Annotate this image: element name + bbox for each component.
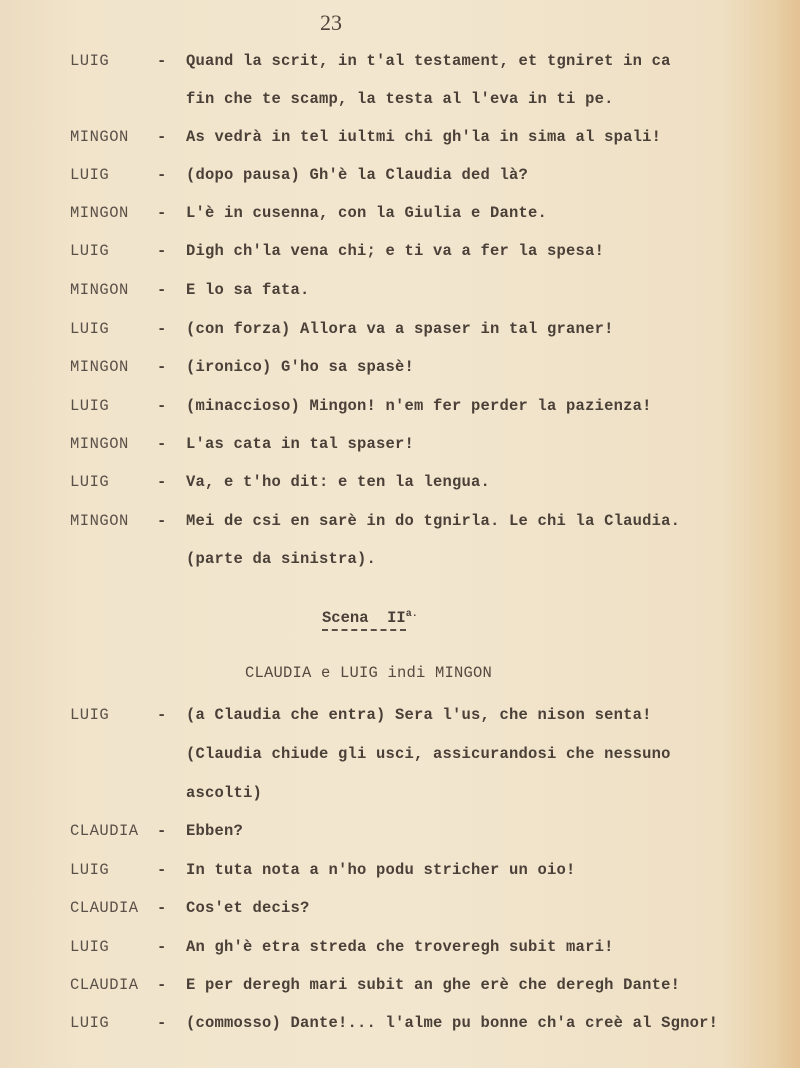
dialogue-line bbox=[0, 204, 800, 228]
speaker-name: LUIG bbox=[70, 706, 110, 724]
scene-superscript: a. bbox=[405, 609, 418, 620]
dialogue-text: ascolti) bbox=[186, 784, 263, 802]
dialogue-line bbox=[0, 435, 800, 459]
speaker-name: LUIG bbox=[70, 938, 110, 956]
dialogue-text: In tuta nota a n'ho podu stricher un oio! bbox=[186, 861, 576, 879]
dash: - bbox=[157, 473, 167, 491]
dialogue-text: Ebben? bbox=[186, 822, 244, 840]
dialogue-text: (dopo pausa) Gh'è la Claudia ded là? bbox=[186, 166, 529, 184]
dialogue-text: (minaccioso) Mingon! n'em fer perder la pazienza! bbox=[186, 397, 652, 415]
scene-heading bbox=[322, 609, 418, 627]
dash: - bbox=[157, 358, 167, 376]
stage-direction bbox=[0, 784, 800, 808]
dialogue-line bbox=[0, 358, 800, 382]
dialogue-line bbox=[0, 281, 800, 305]
dash: - bbox=[157, 435, 167, 453]
dash: - bbox=[157, 242, 167, 260]
dialogue-text: E lo sa fata. bbox=[186, 281, 310, 299]
speaker-name: MINGON bbox=[70, 512, 129, 530]
scene-underline bbox=[322, 629, 406, 631]
dialogue-line bbox=[0, 242, 800, 266]
dialogue-text: (ironico) G'ho sa spasè! bbox=[186, 358, 415, 376]
dialogue-text: Cos'et decis? bbox=[186, 899, 310, 917]
dialogue-line bbox=[0, 861, 800, 885]
speaker-name: CLAUDIA bbox=[70, 822, 139, 840]
dialogue-text: Va, e t'ho dit: e ten la lengua. bbox=[186, 473, 491, 491]
dialogue-text: L'è in cusenna, con la Giulia e Dante. bbox=[186, 204, 548, 222]
speaker-name: LUIG bbox=[70, 397, 110, 415]
dialogue-text: L'as cata in tal spaser! bbox=[186, 435, 415, 453]
dash: - bbox=[157, 899, 167, 917]
dialogue-text: Quand la scrit, in t'al testament, et tgniret in ca bbox=[186, 52, 671, 70]
dialogue-text: Mei de csi en sarè in do tgnirla. Le chi la Claudia. bbox=[186, 512, 681, 530]
dialogue-line bbox=[0, 166, 800, 190]
scene-characters: CLAUDIA e LUIG indi MINGON bbox=[245, 664, 493, 682]
dash: - bbox=[157, 204, 167, 222]
dialogue-line bbox=[0, 397, 800, 421]
dialogue-continuation bbox=[0, 550, 800, 574]
dialogue-text: (Claudia chiude gli usci, assicurandosi che nessuno bbox=[186, 745, 671, 763]
dialogue-text: An gh'è etra streda che troveregh subit mari! bbox=[186, 938, 614, 956]
dialogue-line bbox=[0, 1014, 800, 1038]
dialogue-text: (con forza) Allora va a spaser in tal graner! bbox=[186, 320, 614, 338]
dialogue-line bbox=[0, 706, 800, 730]
dialogue-line bbox=[0, 52, 800, 76]
dash: - bbox=[157, 1014, 167, 1032]
speaker-name: MINGON bbox=[70, 128, 129, 146]
speaker-name: CLAUDIA bbox=[70, 976, 139, 994]
dash: - bbox=[157, 976, 167, 994]
dialogue-text: (a Claudia che entra) Sera l'us, che nison senta! bbox=[186, 706, 652, 724]
dialogue-text: E per deregh mari subit an ghe erè che deregh Dante! bbox=[186, 976, 681, 994]
speaker-name: LUIG bbox=[70, 242, 110, 260]
scene-title: Scena II bbox=[322, 609, 406, 628]
dash: - bbox=[157, 166, 167, 184]
speaker-name: MINGON bbox=[70, 281, 129, 299]
dash: - bbox=[157, 128, 167, 146]
dash: - bbox=[157, 52, 167, 70]
dash: - bbox=[157, 938, 167, 956]
page-number: 23 bbox=[320, 10, 342, 35]
dialogue-continuation bbox=[0, 90, 800, 114]
dialogue-text: fin che te scamp, la testa al l'eva in ti pe. bbox=[186, 90, 614, 108]
dash: - bbox=[157, 397, 167, 415]
dialogue-line bbox=[0, 128, 800, 152]
speaker-name: CLAUDIA bbox=[70, 899, 139, 917]
speaker-name: LUIG bbox=[70, 320, 110, 338]
dialogue-line bbox=[0, 976, 800, 1000]
dialogue-line bbox=[0, 320, 800, 344]
dialogue-text: As vedrà in tel iultmi chi gh'la in sima al spali! bbox=[186, 128, 662, 146]
dash: - bbox=[157, 320, 167, 338]
dialogue-line bbox=[0, 512, 800, 536]
speaker-name: MINGON bbox=[70, 204, 129, 222]
dialogue-line bbox=[0, 899, 800, 923]
dash: - bbox=[157, 512, 167, 530]
dash: - bbox=[157, 861, 167, 879]
speaker-name: MINGON bbox=[70, 435, 129, 453]
dialogue-line bbox=[0, 938, 800, 962]
dialogue-text: (commosso) Dante!... l'alme pu bonne ch'a creè al Sgnor! bbox=[186, 1014, 719, 1032]
dialogue-text: (parte da sinistra). bbox=[186, 550, 377, 568]
dialogue-line bbox=[0, 822, 800, 846]
dialogue-line bbox=[0, 473, 800, 497]
speaker-name: LUIG bbox=[70, 861, 110, 879]
dash: - bbox=[157, 706, 167, 724]
dash: - bbox=[157, 822, 167, 840]
speaker-name: LUIG bbox=[70, 1014, 110, 1032]
speaker-name: LUIG bbox=[70, 166, 110, 184]
dialogue-text: Digh ch'la vena chi; e ti va a fer la spesa! bbox=[186, 242, 605, 260]
stage-direction bbox=[0, 745, 800, 769]
dash: - bbox=[157, 281, 167, 299]
speaker-name: LUIG bbox=[70, 473, 110, 491]
speaker-name: LUIG bbox=[70, 52, 110, 70]
speaker-name: MINGON bbox=[70, 358, 129, 376]
